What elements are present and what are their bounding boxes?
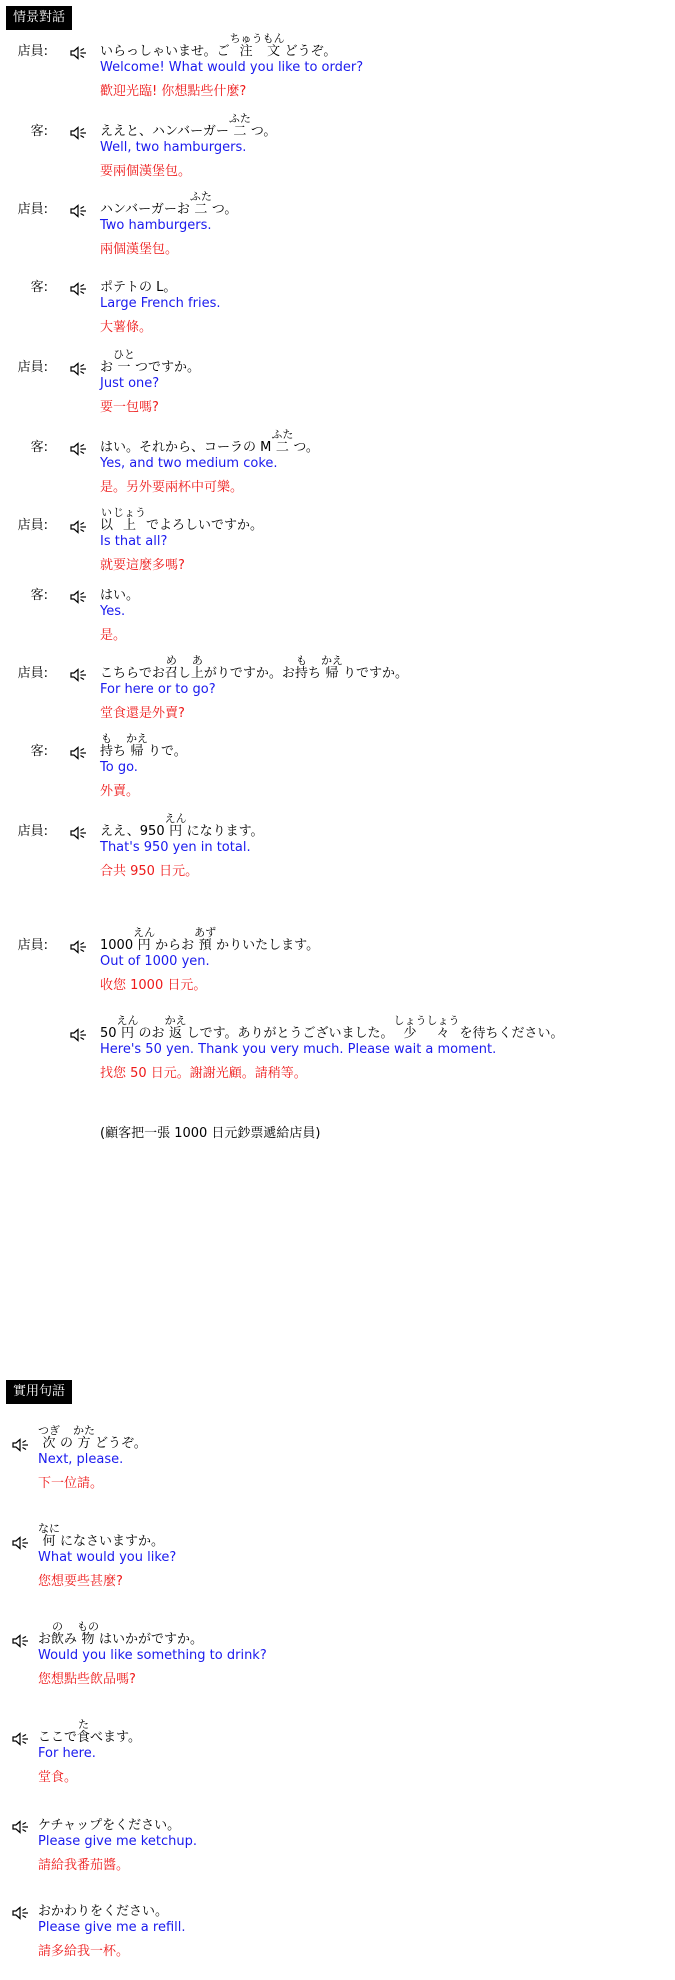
- furigana-reading: えん: [133, 926, 156, 939]
- dialogue-line: [0, 414, 675, 494]
- speaker-audio-icon[interactable]: [12, 1536, 30, 1550]
- kanji-with-furigana: 二ふた: [271, 428, 294, 455]
- chinese-translation: 外賣。: [100, 784, 140, 799]
- furigana-reading: た: [77, 1718, 91, 1731]
- japanese-text: ええ、950 円えん になります。: [100, 812, 264, 839]
- furigana-reading: い: [100, 506, 113, 519]
- japanese-text: ケチャップをください。: [38, 1818, 181, 1833]
- speaker-label: 客:: [30, 440, 48, 455]
- speaker-audio-icon[interactable]: [70, 46, 88, 60]
- japanese-text: おかわりをください。: [38, 1904, 169, 1919]
- phrase-item: [0, 1704, 675, 1784]
- speaker-audio-icon[interactable]: [70, 940, 88, 954]
- speaker-label: 店員:: [17, 938, 48, 953]
- english-translation: Please give me a refill.: [38, 1920, 186, 1935]
- kanji-with-furigana: 上あ: [190, 654, 204, 681]
- english-translation: What would you like?: [38, 1550, 177, 1565]
- furigana-reading: かえ: [126, 732, 149, 745]
- speaker-audio-icon[interactable]: [70, 126, 88, 140]
- kanji-with-furigana: 一ひと: [113, 348, 136, 375]
- phrase-item: [0, 1410, 675, 1490]
- phrase-item: [0, 1508, 675, 1588]
- furigana-reading: かえ: [320, 654, 343, 667]
- english-translation: Here's 50 yen. Thank you very much. Please wait a moment.: [100, 1042, 497, 1057]
- speaker-label: 客:: [30, 588, 48, 603]
- furigana-reading: ふた: [228, 112, 251, 125]
- japanese-text: 持も ち 帰かえ りで。: [100, 732, 187, 759]
- furigana-reading: つぎ: [38, 1424, 60, 1437]
- kanji-with-furigana: 文もん: [262, 32, 285, 59]
- chinese-translation: 是。: [100, 628, 127, 643]
- chinese-translation: 就要這麼多嗎?: [100, 558, 185, 573]
- phrase-item: [0, 1878, 675, 1958]
- kanji-with-furigana: 注ちゅう: [229, 32, 263, 59]
- dialogue-line: [0, 718, 675, 798]
- furigana-reading: の: [51, 1620, 65, 1633]
- speaker-audio-icon[interactable]: [70, 590, 88, 604]
- english-translation: For here.: [38, 1746, 96, 1761]
- speaker-label: 店員:: [17, 824, 48, 839]
- dialogue-line: [0, 640, 675, 720]
- kanji-with-furigana: 少しょう: [393, 1014, 427, 1041]
- dialogue-line: [0, 254, 675, 334]
- japanese-text: 以い 上じょう でよろしいですか。: [100, 506, 264, 533]
- english-translation: For here or to go?: [100, 682, 216, 697]
- kanji-with-furigana: 物もの: [77, 1620, 100, 1647]
- english-translation: Out of 1000 yen.: [100, 954, 210, 969]
- chinese-translation: 合共 950 日元。: [100, 864, 199, 879]
- furigana-reading: あ: [190, 654, 204, 667]
- kanji-with-furigana: 帰かえ: [126, 732, 149, 759]
- chinese-translation: 兩個漢堡包。: [100, 242, 179, 257]
- speaker-audio-icon[interactable]: [70, 442, 88, 456]
- dialogue-line: [0, 912, 675, 992]
- dialogue-line: [0, 798, 675, 878]
- japanese-text: 何なに になさいますか。: [38, 1522, 165, 1549]
- speaker-label: 客:: [30, 744, 48, 759]
- speaker-audio-icon[interactable]: [12, 1634, 30, 1648]
- kanji-with-furigana: 食た: [77, 1718, 91, 1745]
- speaker-label: 店員:: [17, 44, 48, 59]
- furigana-reading: しょう: [426, 1014, 460, 1027]
- kanji-with-furigana: 円えん: [133, 926, 156, 953]
- english-translation: Just one?: [100, 376, 160, 391]
- kanji-with-furigana: 返かえ: [164, 1014, 187, 1041]
- english-translation: That's 950 yen in total.: [100, 840, 251, 855]
- chinese-translation: 請給我番茄醬。: [38, 1858, 130, 1873]
- speaker-label: 店員:: [17, 202, 48, 217]
- english-translation: Is that all?: [100, 534, 168, 549]
- scene-note: (顧客把一張 1000 日元鈔票遞給店員): [100, 1126, 321, 1141]
- kanji-with-furigana: 次つぎ: [38, 1424, 60, 1451]
- phrases-section-title: 實用句語: [6, 1380, 72, 1404]
- furigana-reading: かえ: [164, 1014, 187, 1027]
- furigana-reading: ふた: [271, 428, 294, 441]
- chinese-translation: 要一包嗎?: [100, 400, 159, 415]
- english-translation: Next, please.: [38, 1452, 124, 1467]
- chinese-translation: 收您 1000 日元。: [100, 978, 207, 993]
- kanji-with-furigana: 帰かえ: [320, 654, 343, 681]
- furigana-reading: えん: [164, 812, 187, 825]
- english-translation: Please give me ketchup.: [38, 1834, 197, 1849]
- japanese-text: はい。: [100, 588, 140, 603]
- dialogue-line: [0, 98, 675, 178]
- chinese-translation: 是。另外要兩杯中可樂。: [100, 480, 244, 495]
- kanji-with-furigana: 以い: [100, 506, 114, 533]
- furigana-reading: も: [294, 654, 308, 667]
- furigana-reading: かた: [73, 1424, 96, 1437]
- japanese-text: いらっしゃいませ。ご 注ちゅう 文もん どうぞ。: [100, 32, 337, 59]
- speaker-label: 客:: [30, 280, 48, 295]
- english-translation: Welcome! What would you like to order?: [100, 60, 364, 75]
- speaker-audio-icon[interactable]: [12, 1732, 30, 1746]
- furigana-reading: ひと: [113, 348, 136, 361]
- english-translation: Large French fries.: [100, 296, 221, 311]
- english-translation: To go.: [100, 760, 138, 775]
- english-translation: Two hamburgers.: [100, 218, 212, 233]
- japanese-text: ええと、ハンバーガー 二ふた つ。: [100, 112, 277, 139]
- speaker-audio-icon[interactable]: [70, 668, 88, 682]
- speaker-label: 店員:: [17, 518, 48, 533]
- speaker-audio-icon[interactable]: [12, 1820, 30, 1834]
- kanji-with-furigana: 飲の: [51, 1620, 65, 1647]
- kanji-with-furigana: 何なに: [38, 1522, 60, 1549]
- dialogue-section-title: 情景對話: [6, 6, 72, 30]
- kanji-with-furigana: 上じょう: [113, 506, 147, 533]
- speaker-audio-icon[interactable]: [70, 520, 88, 534]
- speaker-audio-icon[interactable]: [70, 362, 88, 376]
- furigana-reading: もの: [77, 1620, 100, 1633]
- japanese-text: はい。それから、コーラの M 二ふた つ。: [100, 428, 319, 455]
- speaker-audio-icon[interactable]: [70, 204, 88, 218]
- dialogue-line: [0, 334, 675, 414]
- chinese-translation: 堂食。: [38, 1770, 78, 1785]
- speaker-audio-icon[interactable]: [70, 1028, 88, 1042]
- english-translation: Yes.: [100, 604, 126, 619]
- japanese-text: ここで 食た べます。: [38, 1718, 141, 1745]
- dialogue-line: [0, 492, 675, 572]
- chinese-translation: 歡迎光臨! 你想點些什麼?: [100, 84, 247, 99]
- dialogue-line: [0, 562, 675, 642]
- kanji-with-furigana: 持も: [100, 732, 114, 759]
- japanese-text: ポテトの L。: [100, 280, 177, 295]
- chinese-translation: 找您 50 日元。謝謝光顧。請稍等。: [100, 1066, 307, 1081]
- japanese-text: こちらでお 召め し 上あ がりですか。お 持も ち 帰かえ りですか。: [100, 654, 408, 681]
- phrase-item: [0, 1606, 675, 1686]
- dialogue-line: [0, 176, 675, 256]
- chinese-translation: 堂食還是外賣?: [100, 706, 185, 721]
- furigana-reading: しょう: [393, 1014, 427, 1027]
- phrase-item: [0, 1792, 675, 1872]
- kanji-with-furigana: 二ふた: [189, 190, 212, 217]
- japanese-text: 1000 円えん からお 預あず かりいたします。: [100, 926, 320, 953]
- speaker-audio-icon[interactable]: [70, 282, 88, 296]
- kanji-with-furigana: 々しょう: [426, 1014, 460, 1041]
- furigana-reading: じょう: [113, 506, 147, 519]
- speaker-audio-icon[interactable]: [12, 1906, 30, 1920]
- speaker-audio-icon[interactable]: [12, 1438, 30, 1452]
- english-translation: Would you like something to drink?: [38, 1648, 267, 1663]
- kanji-with-furigana: 二ふた: [228, 112, 251, 139]
- english-translation: Yes, and two medium coke.: [100, 456, 278, 471]
- japanese-text: ハンバーガーお 二ふた つ。: [100, 190, 238, 217]
- kanji-with-furigana: 持も: [294, 654, 308, 681]
- speaker-label: 店員:: [17, 360, 48, 375]
- kanji-with-furigana: 召め: [164, 654, 178, 681]
- kanji-with-furigana: 方かた: [73, 1424, 96, 1451]
- speaker-label: 店員:: [17, 666, 48, 681]
- furigana-reading: も: [100, 732, 113, 745]
- furigana-reading: もん: [262, 32, 285, 45]
- japanese-text: 次つぎ の 方かた どうぞ。: [38, 1424, 147, 1451]
- furigana-reading: め: [164, 654, 178, 667]
- furigana-reading: ふた: [189, 190, 212, 203]
- chinese-translation: 要兩個漢堡包。: [100, 164, 192, 179]
- kanji-with-furigana: 預あず: [194, 926, 217, 953]
- chinese-translation: 請多給我一杯。: [38, 1944, 130, 1959]
- kanji-with-furigana: 円えん: [164, 812, 187, 839]
- furigana-reading: ちゅう: [229, 32, 263, 45]
- dialogue-line: [0, 1000, 675, 1080]
- chinese-translation: 您想點些飲品嗎?: [38, 1672, 136, 1687]
- chinese-translation: 大薯條。: [100, 320, 153, 335]
- kanji-with-furigana: 円えん: [116, 1014, 139, 1041]
- furigana-reading: なに: [38, 1522, 60, 1535]
- japanese-text: お 飲の み 物もの はいかがですか。: [38, 1620, 204, 1647]
- furigana-reading: えん: [116, 1014, 139, 1027]
- japanese-text: 50 円えん のお 返かえ しです。ありがとうございました。 少しょう 々しょう を待ちください。: [100, 1014, 564, 1041]
- speaker-label: 客:: [30, 124, 48, 139]
- furigana-reading: あず: [194, 926, 217, 939]
- speaker-audio-icon[interactable]: [70, 746, 88, 760]
- japanese-text: お 一ひと つですか。: [100, 348, 201, 375]
- speaker-audio-icon[interactable]: [70, 826, 88, 840]
- chinese-translation: 您想要些甚麼?: [38, 1574, 123, 1589]
- dialogue-line: [0, 18, 675, 98]
- chinese-translation: 下一位請。: [38, 1476, 104, 1491]
- english-translation: Well, two hamburgers.: [100, 140, 247, 155]
